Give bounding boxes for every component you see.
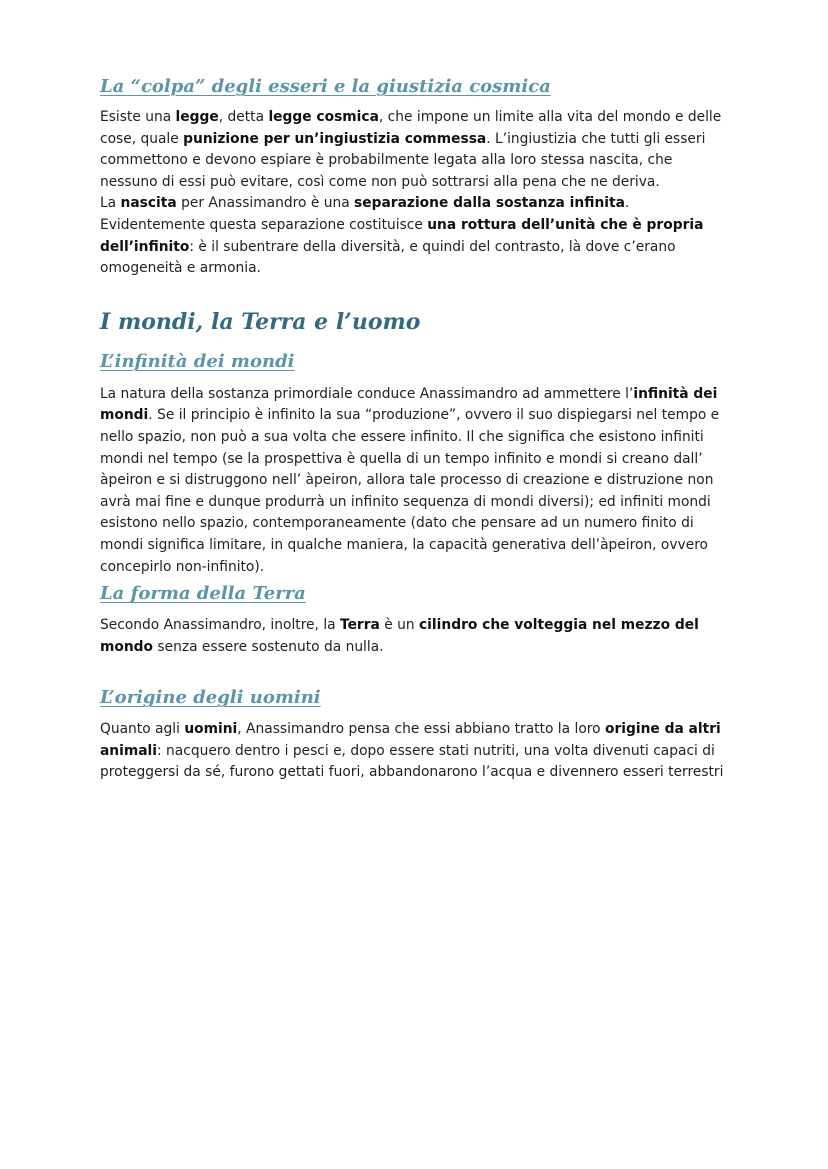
chapter-title: I mondi, la Terra e l’uomo bbox=[100, 308, 421, 335]
paragraph-origine-uomini: Quanto agli uomini, Anassimandro pensa che essi abbiano tratto la loro origine da altri animali: nacquero dentro i pesci e, dopo essere stati nutriti, una volta divenuti capaci di proteggersi da sé, furono gettati fuori, abbandonarono l’acqua e divennero esseri terrestri bbox=[100, 721, 724, 781]
document-page bbox=[100, 74, 728, 784]
paragraph-infinita-mondi: La natura della sostanza primordiale conduce Anassimandro ad ammettere l’infinità dei mondi. Se il principio è infinito la sua “produzione”, ovvero il suo dispiegarsi nel tempo e nello spazio, non può a sua volta che essere infinito. Il che significa che esistono infiniti mondi nel tempo (se la prospettiva è quella di un tempo infinito e mondi si creano dall’ àpeiron e si distruggono nell’ àpeiron, allora tale processo di creazione e distruzione non avrà mai fine e dunque produrrà un infinito sequenza di mondi diversi); ed infiniti mondi esistono nello spazio, contemporaneamente (dato che pensare ad un numero finito di mondi significa limitare, in qualche maniera, la capacità generativa dell’àpeiron, ovvero concepirlo non-infinito). bbox=[100, 385, 720, 575]
section-title-infinita: L’infinità dei mondi bbox=[100, 350, 295, 372]
section-title-origine-uomini: L’origine degli uomini bbox=[100, 687, 321, 709]
paragraph-legge-cosmica: Esiste una legge, detta legge cosmica, che impone un limite alla vita del mondo e delle cose, quale punizione per un’ingiustizia commessa. L’ingiustizia che tutti gli esseri commettono e devono espiare è probabilmente legata alla loro stessa nascita, che nessuno di essi può evitare, così come non può sottrarsi alla pena che ne deriva. bbox=[100, 109, 722, 190]
section-title-colpa: La “colpa” degli esseri e la giustizia cosmica bbox=[100, 76, 551, 97]
paragraph-nascita: La nascita per Anassimandro è una separazione dalla sostanza infinita. Evidentemente questa separazione costituisce una rottura dell’unità che è propria dell’infinito: è il subentrare della diversità, e quindi del contrasto, là dove c’erano omogeneità e armonia. bbox=[100, 195, 704, 277]
paragraph-forma-terra: Secondo Anassimandro, inoltre, la Terra è un cilindro che volteggia nel mezzo del mondo senza essere sostenuto da nulla. bbox=[100, 617, 699, 655]
section-title-forma-terra: La forma della Terra bbox=[100, 583, 306, 605]
